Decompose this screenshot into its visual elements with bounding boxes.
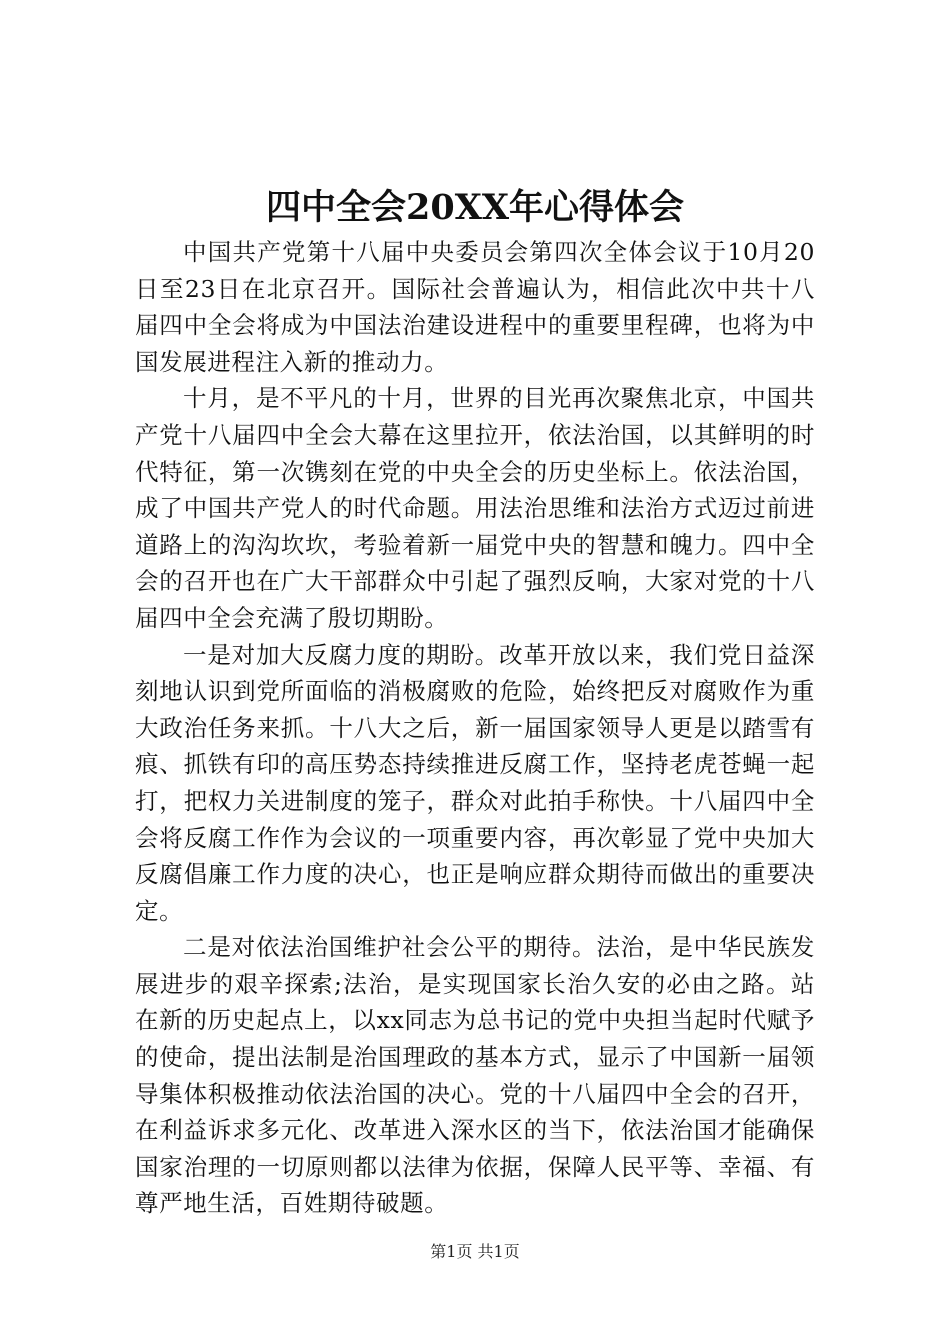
document-title: 四中全会20XX年心得体会 xyxy=(265,187,685,228)
paragraph-4: 二是对依法治国维护社会公平的期待。法治，是中华民族发展进步的艰辛探索;法治，是实现国家长治久安的必由之路。站在新的历史起点上，以xx同志为总书记的党中央担当起时代赋予的使命，提出法制是治国理政的基本方式，显示了中国新一届领导集体积极推动依法治国的决心。党的十八届四中全会的召开，在利益诉求多元化、改革进入深水区的当下，依法治国才能确保国家治理的一切原则都以法律为依据，保障人民平等、幸福、有尊严地生活，百姓期待破题。 xyxy=(135,933,815,1218)
page-footer: 第1页 共1页 xyxy=(430,1242,520,1261)
paragraph-1: 中国共产党第十八届中央委员会第四次全体会议于10月20日至23日在北京召开。国际社会普遍认为，相信此次中共十八届四中全会将成为中国法治建设进程中的重要里程碑，也将为中国发展进程注入新的推动力。 xyxy=(135,238,815,376)
paragraph-3: 一是对加大反腐力度的期盼。改革开放以来，我们党日益深刻地认识到党所面临的消极腐败的危险，始终把反对腐败作为重大政治任务来抓。十八大之后，新一届国家领导人更是以踏雪有痕、抓铁有印的高压势态持续推进反腐工作，坚持老虎苍蝇一起打，把权力关进制度的笼子，群众对此拍手称快。十八届四中全会将反腐工作作为会议的一项重要内容，再次彰显了党中央加大反腐倡廉工作力度的决心，也正是响应群众期待而做出的重要决定。 xyxy=(135,640,815,925)
paragraph-2: 十月，是不平凡的十月，世界的目光再次聚焦北京，中国共产党十八届四中全会大幕在这里拉开，依法治国，以其鲜明的时代特征，第一次镌刻在党的中央全会的历史坐标上。依法治国，成了中国共产党人的时代命题。用法治思维和法治方式迈过前进道路上的沟沟坎坎，考验着新一届党中央的智慧和魄力。四中全会的召开也在广大干部群众中引起了强烈反响，大家对党的十八届四中全会充满了殷切期盼。 xyxy=(135,384,815,632)
document-body xyxy=(135,234,815,1222)
